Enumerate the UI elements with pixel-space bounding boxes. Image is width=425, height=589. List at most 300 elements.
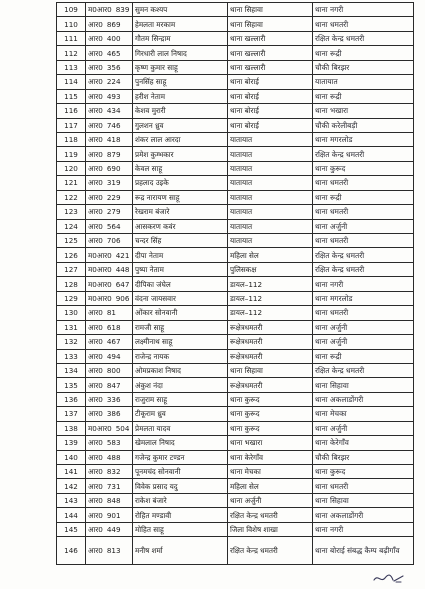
table-row	[57, 89, 414, 103]
serial-number-cell: 128	[57, 277, 86, 291]
current-posting-cell: रक्षित केन्द्र धमतरी	[228, 537, 313, 565]
current-posting-cell: महिला सेल	[228, 248, 313, 262]
current-posting-cell: पुलिसकक्ष	[228, 262, 313, 276]
table-row	[57, 320, 414, 334]
current-posting-cell: यातायात	[228, 132, 313, 146]
employee-name-cell: प्रमेश कुम्भकार	[133, 147, 228, 161]
employee-name-cell: गिरधारी लाल निषाद	[133, 46, 228, 60]
table-row	[57, 479, 414, 493]
new-posting-cell: थाना अकलाडोंगरी	[313, 508, 414, 522]
badge-number: 81	[106, 308, 117, 318]
rank-number-cell	[86, 104, 133, 118]
new-posting-cell: चौकी करेलीबड़ी	[313, 118, 414, 132]
badge-number: 906	[115, 293, 130, 303]
current-posting-cell: रूक्षेत्रधमतरी	[228, 320, 313, 334]
serial-number-cell: 113	[57, 60, 86, 74]
serial-number-cell: 134	[57, 363, 86, 377]
employee-name-cell: गुलशन ध्रुव	[133, 118, 228, 132]
rank-number-cell	[86, 479, 133, 493]
rank-number-cell	[86, 3, 133, 17]
new-posting-cell: थाना सिहावा	[313, 378, 414, 392]
rank-number-cell	[86, 277, 133, 291]
table-row	[57, 234, 414, 248]
rank-number-cell	[86, 234, 133, 248]
rank-label: म0आर0	[88, 279, 112, 289]
employee-name-cell: राकेश बंजारे	[133, 493, 228, 507]
current-posting-cell: रूक्षेत्रधमतरी	[228, 378, 313, 392]
current-posting-cell: थाना सिहावा	[228, 3, 313, 17]
employee-name-cell: गौतम सिन्द्राम	[133, 31, 228, 45]
badge-number: 583	[106, 438, 121, 448]
employee-name-cell: शंकर लाल आरदा	[133, 132, 228, 146]
new-posting-cell: थाना मगरलोड	[313, 132, 414, 146]
badge-number: 832	[106, 467, 121, 477]
new-posting-cell: थाना रूद्री	[313, 89, 414, 103]
current-posting-cell: थाना सिहावा	[228, 363, 313, 377]
table-row	[57, 378, 414, 392]
serial-number-cell: 120	[57, 161, 86, 175]
current-posting-cell: डायल–112	[228, 306, 313, 320]
table-row	[57, 392, 414, 406]
rank-number-cell	[86, 219, 133, 233]
new-posting-cell: थाना मेचका	[313, 407, 414, 421]
new-posting-cell: थाना नगरी	[313, 277, 414, 291]
serial-number-cell: 131	[57, 320, 86, 334]
employee-name-cell: वंदना जायसवार	[133, 291, 228, 305]
serial-number-cell: 114	[57, 75, 86, 89]
rank-number-cell	[86, 262, 133, 276]
table-row	[57, 3, 414, 17]
table-row	[57, 161, 414, 175]
rank-label: आर0	[88, 178, 103, 188]
rank-label: आर0	[88, 120, 103, 130]
serial-number-cell: 138	[57, 421, 86, 435]
rank-label: आर0	[88, 106, 103, 116]
new-posting-cell: रक्षित केन्द्र धमतरी	[313, 31, 414, 45]
rank-number-cell	[86, 335, 133, 349]
table-row	[57, 363, 414, 377]
employee-name-cell: केवल साहू	[133, 161, 228, 175]
current-posting-cell: यातायात	[228, 147, 313, 161]
table-row	[57, 450, 414, 464]
current-posting-cell: थाना भखारा	[228, 436, 313, 450]
employee-name-cell: दीपिका जंघेल	[133, 277, 228, 291]
badge-number: 746	[106, 120, 121, 130]
rank-number-cell	[86, 60, 133, 74]
serial-number-cell: 130	[57, 306, 86, 320]
current-posting-cell: जिला विशेष शाखा	[228, 522, 313, 536]
table-row	[57, 277, 414, 291]
rank-label: आर0	[88, 308, 103, 318]
rank-number-cell	[86, 522, 133, 536]
rank-label: आर0	[88, 221, 103, 231]
table-row	[57, 537, 414, 565]
rank-number-cell	[86, 291, 133, 305]
badge-number: 421	[115, 250, 130, 260]
new-posting-cell: थाना केरेगाँव	[313, 436, 414, 450]
badge-number: 279	[106, 207, 121, 217]
current-posting-cell: थाना मेचका	[228, 465, 313, 479]
rank-label: आर0	[88, 366, 103, 376]
rank-number-cell	[86, 161, 133, 175]
new-posting-cell: थाना नगरी	[313, 522, 414, 536]
rank-label: आर0	[88, 149, 103, 159]
current-posting-cell: रूक्षेत्रधमतरी	[228, 349, 313, 363]
new-posting-cell: रक्षित केन्द्र धमतरी	[313, 363, 414, 377]
new-posting-cell: थाना अर्जुनी	[313, 335, 414, 349]
serial-number-cell: 146	[57, 537, 86, 565]
new-posting-cell: रक्षित केन्द्र धमतरी	[313, 248, 414, 262]
table-row	[57, 291, 414, 305]
rank-number-cell	[86, 392, 133, 406]
serial-number-cell: 145	[57, 522, 86, 536]
rank-label: आर0	[88, 545, 103, 555]
badge-number: 434	[106, 106, 121, 116]
badge-number: 488	[106, 452, 121, 462]
transfer-table-body	[57, 3, 414, 565]
new-posting-cell: थाना रूद्री	[313, 349, 414, 363]
serial-number-cell: 141	[57, 465, 86, 479]
new-posting-cell: थाना भखारा	[313, 104, 414, 118]
serial-number-cell: 121	[57, 176, 86, 190]
badge-number: 448	[115, 265, 130, 275]
badge-number: 224	[106, 77, 121, 87]
new-posting-cell: थाना धमतरी	[313, 176, 414, 190]
employee-name-cell: सुमन कश्यप	[133, 3, 228, 17]
rank-number-cell	[86, 306, 133, 320]
serial-number-cell: 137	[57, 407, 86, 421]
employee-name-cell: लक्ष्मीनाथ साहू	[133, 335, 228, 349]
current-posting-cell: रक्षित केन्द्र धमतरी	[228, 508, 313, 522]
current-posting-cell: रूक्षेत्रधमतरी	[228, 335, 313, 349]
current-posting-cell: थाना कुरूद	[228, 407, 313, 421]
badge-number: 493	[106, 91, 121, 101]
badge-number: 504	[115, 423, 130, 433]
table-row	[57, 407, 414, 421]
table-row	[57, 205, 414, 219]
table-row	[57, 31, 414, 45]
serial-number-cell: 117	[57, 118, 86, 132]
rank-number-cell	[86, 132, 133, 146]
current-posting-cell: डायल–112	[228, 291, 313, 305]
rank-label: आर0	[88, 337, 103, 347]
current-posting-cell: थाना बोराई	[228, 89, 313, 103]
employee-name-cell: टीकूराम ध्रुव	[133, 407, 228, 421]
current-posting-cell: डायल–112	[228, 277, 313, 291]
table-row	[57, 46, 414, 60]
badge-number: 356	[106, 62, 121, 72]
rank-label: आर0	[88, 207, 103, 217]
serial-number-cell: 119	[57, 147, 86, 161]
employee-name-cell: राजेन्द्र नायक	[133, 349, 228, 363]
serial-number-cell: 110	[57, 17, 86, 31]
new-posting-cell: थाना धमतरी	[313, 234, 414, 248]
employee-name-cell: चन्दर सिंह	[133, 234, 228, 248]
new-posting-cell: थाना अकलाडोंगरी	[313, 392, 414, 406]
current-posting-cell: थाना बोराई	[228, 75, 313, 89]
badge-number: 467	[106, 337, 121, 347]
rank-label: आर0	[88, 380, 103, 390]
current-posting-cell: थाना कुरूद	[228, 392, 313, 406]
new-posting-cell: चौकी बिरझर	[313, 60, 414, 74]
rank-label: आर0	[88, 91, 103, 101]
badge-number: 813	[106, 545, 121, 555]
employee-name-cell: रामजी साहू	[133, 320, 228, 334]
current-posting-cell: थाना अर्जुनी	[228, 493, 313, 507]
badge-number: 690	[106, 164, 121, 174]
rank-label: आर0	[88, 236, 103, 246]
table-row	[57, 104, 414, 118]
table-row	[57, 262, 414, 276]
employee-name-cell: ओंकार सोनवानी	[133, 306, 228, 320]
badge-number: 400	[106, 34, 121, 44]
employee-name-cell: अंकुश नंदा	[133, 378, 228, 392]
employee-name-cell: दीपा नेताम	[133, 248, 228, 262]
rank-label: आर0	[88, 351, 103, 361]
rank-label: आर0	[88, 135, 103, 145]
new-posting-cell: थाना रूद्री	[313, 190, 414, 204]
serial-number-cell: 136	[57, 392, 86, 406]
serial-number-cell: 126	[57, 248, 86, 262]
rank-label: म0आर0	[88, 5, 112, 15]
badge-number: 839	[115, 5, 130, 15]
badge-number: 449	[106, 524, 121, 534]
serial-number-cell: 125	[57, 234, 86, 248]
new-posting-cell: थाना रूद्री	[313, 46, 414, 60]
serial-number-cell: 127	[57, 262, 86, 276]
rank-label: आर0	[88, 409, 103, 419]
employee-name-cell: मोहित साहू	[133, 522, 228, 536]
rank-number-cell	[86, 320, 133, 334]
table-row	[57, 219, 414, 233]
transfer-table	[56, 2, 414, 565]
employee-name-cell: रोहित मण्डावी	[133, 508, 228, 522]
initials-mark	[372, 572, 406, 584]
employee-name-cell: पुनसिंह साहू	[133, 75, 228, 89]
rank-number-cell	[86, 363, 133, 377]
new-posting-cell: थाना अर्जुनी	[313, 320, 414, 334]
new-posting-cell: थाना सिहावा	[313, 493, 414, 507]
rank-number-cell	[86, 248, 133, 262]
new-posting-cell: थाना मगरलोड	[313, 291, 414, 305]
rank-label: म0आर0	[88, 250, 112, 260]
serial-number-cell: 116	[57, 104, 86, 118]
rank-label: म0आर0	[88, 265, 112, 275]
badge-number: 800	[106, 366, 121, 376]
current-posting-cell: थाना कुरूद	[228, 421, 313, 435]
rank-label: आर0	[88, 510, 103, 520]
serial-number-cell: 139	[57, 436, 86, 450]
rank-number-cell	[86, 450, 133, 464]
serial-number-cell: 112	[57, 46, 86, 60]
new-posting-cell: थाना धमतरी	[313, 205, 414, 219]
current-posting-cell: यातायात	[228, 205, 313, 219]
badge-number: 706	[106, 236, 121, 246]
table-row	[57, 306, 414, 320]
rank-number-cell	[86, 493, 133, 507]
table-row	[57, 335, 414, 349]
serial-number-cell: 122	[57, 190, 86, 204]
rank-number-cell	[86, 436, 133, 450]
rank-number-cell	[86, 378, 133, 392]
badge-number: 336	[106, 395, 121, 405]
serial-number-cell: 144	[57, 508, 86, 522]
rank-label: आर0	[88, 438, 103, 448]
rank-label: आर0	[88, 192, 103, 202]
table-row	[57, 75, 414, 89]
rank-number-cell	[86, 465, 133, 479]
rank-label: आर0	[88, 481, 103, 491]
new-posting-cell: चौकी बिरझर	[313, 450, 414, 464]
new-posting-cell: थाना कुरूद	[313, 465, 414, 479]
employee-name-cell: हरीश नेताम	[133, 89, 228, 103]
new-posting-cell: रक्षित केन्द्र धमतरी	[313, 262, 414, 276]
rank-number-cell	[86, 147, 133, 161]
new-posting-cell: थाना धमतरी	[313, 17, 414, 31]
rank-label: म0आर0	[88, 423, 112, 433]
badge-number: 386	[106, 409, 121, 419]
rank-number-cell	[86, 176, 133, 190]
new-posting-cell: थाना कुरूद	[313, 161, 414, 175]
rank-number-cell	[86, 407, 133, 421]
rank-number-cell	[86, 118, 133, 132]
serial-number-cell: 115	[57, 89, 86, 103]
employee-name-cell: कृष्ण कुमार साहू	[133, 60, 228, 74]
serial-number-cell: 124	[57, 219, 86, 233]
rank-number-cell	[86, 205, 133, 219]
current-posting-cell: यातायात	[228, 190, 313, 204]
serial-number-cell: 111	[57, 31, 86, 45]
table-row	[57, 248, 414, 262]
serial-number-cell: 142	[57, 479, 86, 493]
current-posting-cell: थाना खल्लारी	[228, 46, 313, 60]
current-posting-cell: यातायात	[228, 176, 313, 190]
employee-name-cell: ओमप्रकाश निषाद	[133, 363, 228, 377]
new-posting-cell: यातायात	[313, 75, 414, 89]
serial-number-cell: 109	[57, 3, 86, 17]
employee-name-cell: हेमलता मरकाम	[133, 17, 228, 31]
table-row	[57, 493, 414, 507]
badge-number: 647	[115, 279, 130, 289]
employee-name-cell: मनीष शर्मा	[133, 537, 228, 565]
rank-label: आर0	[88, 48, 103, 58]
current-posting-cell: यातायात	[228, 219, 313, 233]
rank-number-cell	[86, 89, 133, 103]
rank-label: आर0	[88, 34, 103, 44]
badge-number: 731	[106, 481, 121, 491]
new-posting-cell: थाना धमतरी	[313, 479, 414, 493]
badge-number: 465	[106, 48, 121, 58]
table-row	[57, 436, 414, 450]
current-posting-cell: थाना केरेगाँव	[228, 450, 313, 464]
employee-name-cell: खेमलाल निषाद	[133, 436, 228, 450]
current-posting-cell: महिला सेल	[228, 479, 313, 493]
badge-number: 879	[106, 149, 121, 159]
new-posting-cell: रक्षित केन्द्र धमतरी	[313, 147, 414, 161]
rank-number-cell	[86, 421, 133, 435]
current-posting-cell: यातायात	[228, 234, 313, 248]
new-posting-cell: थाना नगरी	[313, 3, 414, 17]
badge-number: 319	[106, 178, 121, 188]
table-row	[57, 60, 414, 74]
table-row	[57, 147, 414, 161]
serial-number-cell: 135	[57, 378, 86, 392]
table-row	[57, 118, 414, 132]
employee-name-cell: प्रेमलता यादव	[133, 421, 228, 435]
employee-name-cell: राजुराम साहू	[133, 392, 228, 406]
table-row	[57, 132, 414, 146]
rank-number-cell	[86, 537, 133, 565]
rank-number-cell	[86, 17, 133, 31]
employee-name-cell: पूनमचंद सोनवानी	[133, 465, 228, 479]
badge-number: 847	[106, 380, 121, 390]
rank-label: आर0	[88, 524, 103, 534]
current-posting-cell: यातायात	[228, 161, 313, 175]
badge-number: 848	[106, 496, 121, 506]
badge-number: 564	[106, 221, 121, 231]
employee-name-cell: रेखराम बंजारे	[133, 205, 228, 219]
rank-label: आर0	[88, 452, 103, 462]
new-posting-cell: थाना अर्जुनी	[313, 219, 414, 233]
rank-label: आर0	[88, 19, 103, 29]
badge-number: 494	[106, 351, 121, 361]
rank-label: आर0	[88, 322, 103, 332]
employee-name-cell: आसकरण कवंर	[133, 219, 228, 233]
employee-name-cell: विवेक प्रसाद यदु	[133, 479, 228, 493]
new-posting-cell: थाना धमतरी	[313, 306, 414, 320]
current-posting-cell: थाना बोराई	[228, 118, 313, 132]
current-posting-cell: थाना सिहावा	[228, 17, 313, 31]
rank-label: आर0	[88, 77, 103, 87]
serial-number-cell: 123	[57, 205, 86, 219]
table-row	[57, 508, 414, 522]
current-posting-cell: थाना खल्लारी	[228, 60, 313, 74]
badge-number: 901	[106, 510, 121, 520]
employee-name-cell: रूद्र नारायण साहू	[133, 190, 228, 204]
table-row	[57, 190, 414, 204]
rank-number-cell	[86, 75, 133, 89]
table-row	[57, 465, 414, 479]
serial-number-cell: 129	[57, 291, 86, 305]
employee-name-cell: केशव मुरारी	[133, 104, 228, 118]
rank-number-cell	[86, 349, 133, 363]
serial-number-cell: 133	[57, 349, 86, 363]
serial-number-cell: 132	[57, 335, 86, 349]
rank-label: आर0	[88, 62, 103, 72]
new-posting-cell: थाना बोराई संबद्ध कैम्प बढ़ीगाँव	[313, 537, 414, 565]
serial-number-cell: 140	[57, 450, 86, 464]
badge-number: 869	[106, 19, 121, 29]
employee-name-cell: गजेन्द्र कुमार टण्डन	[133, 450, 228, 464]
rank-label: आर0	[88, 467, 103, 477]
serial-number-cell: 143	[57, 493, 86, 507]
rank-number-cell	[86, 190, 133, 204]
rank-number-cell	[86, 508, 133, 522]
new-posting-cell: थाना अर्जुनी	[313, 421, 414, 435]
table-row	[57, 421, 414, 435]
table-row	[57, 176, 414, 190]
table-row	[57, 522, 414, 536]
rank-label: आर0	[88, 496, 103, 506]
badge-number: 618	[106, 322, 121, 332]
current-posting-cell: थाना बोराई	[228, 104, 313, 118]
badge-number: 418	[106, 135, 121, 145]
employee-name-cell: प्रहलाद उइके	[133, 176, 228, 190]
rank-label: म0आर0	[88, 293, 112, 303]
rank-number-cell	[86, 31, 133, 45]
table-row	[57, 349, 414, 363]
rank-label: आर0	[88, 395, 103, 405]
